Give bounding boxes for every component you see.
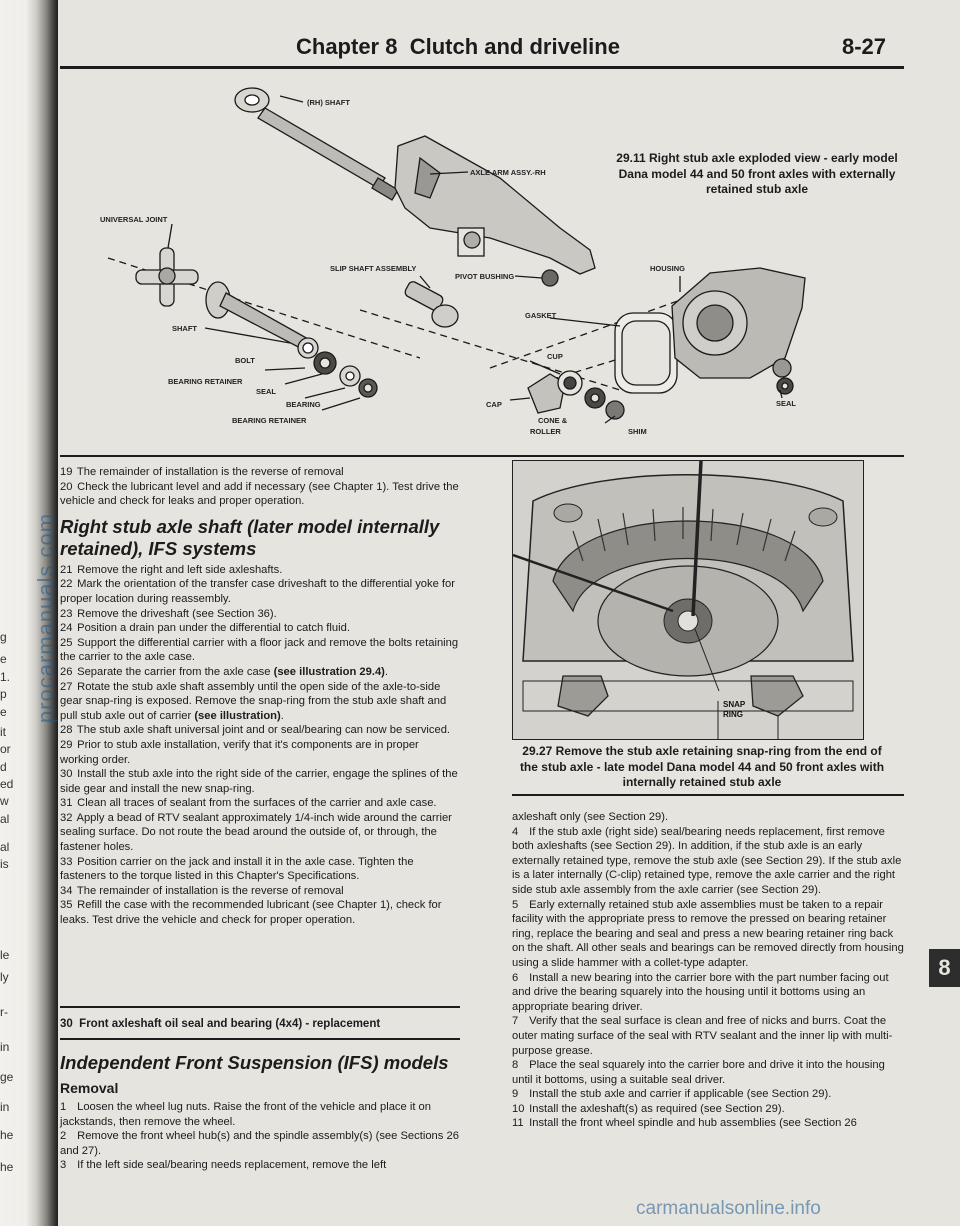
heading-removal: Removal bbox=[60, 1080, 119, 1096]
removal-step-1 bbox=[60, 1100, 460, 1129]
label-shaft: SHAFT bbox=[172, 324, 197, 333]
step-text: Support the differential carrier with a floor jack and remove the bolts retaining the carrier to the axle case. bbox=[60, 636, 459, 664]
caption-29-11: 29.11 Right stub axle exploded view - early model Dana model 44 and 50 front axles with externally retained stub axle bbox=[616, 151, 898, 197]
step-text: Loosen the wheel lug nuts. Raise the front of the vehicle and place it on jackstands, then remove the wheel. bbox=[60, 1101, 431, 1128]
heading-ifs-models: Independent Front Suspension (IFS) models bbox=[60, 1052, 449, 1073]
label-universal-joint: UNIVERSAL JOINT bbox=[100, 215, 168, 224]
step-7 bbox=[512, 1014, 905, 1058]
step-number: 11 bbox=[512, 1117, 524, 1130]
spine-fragment: e bbox=[0, 705, 7, 719]
step-punctuation: . bbox=[280, 709, 284, 722]
label-bearing: BEARING bbox=[286, 400, 321, 409]
intro-paragraphs bbox=[60, 465, 460, 509]
step-text: Remove the driveshaft (see Section 36). bbox=[77, 607, 277, 620]
step-11 bbox=[512, 1116, 905, 1131]
section-heading-30: 30 Front axleshaft oil seal and bearing (4x4) - replacement bbox=[60, 1018, 381, 1030]
spine-fragment: he bbox=[0, 1128, 14, 1142]
caption-29-27: 29.27 Remove the stub axle retaining snap-ring from the end of the stub axle - late model Dana model 44 and 50 front axles with internally retained stub axle bbox=[519, 744, 885, 790]
step-number: 19 bbox=[60, 466, 73, 478]
step-text: Remove the right and left side axleshafts. bbox=[77, 563, 283, 576]
procedure-steps bbox=[60, 563, 460, 928]
label-cone-1: CONE & bbox=[538, 416, 568, 425]
step-35 bbox=[60, 898, 460, 927]
spine-fragment: or bbox=[0, 742, 11, 756]
page-number: 8-27 bbox=[842, 34, 887, 59]
right-column-rule bbox=[512, 794, 904, 796]
step-number: 33 bbox=[60, 855, 73, 868]
step-text: Position a drain pan under the differential to catch fluid. bbox=[77, 622, 350, 635]
chapter-title: Chapter 8 Clutch and driveline bbox=[296, 34, 620, 59]
left-column-lower bbox=[60, 1052, 460, 1173]
spine-fragment: ly bbox=[0, 970, 9, 984]
step-number: 24 bbox=[60, 622, 73, 635]
step-number: 28 bbox=[60, 724, 73, 737]
step-number: 20 bbox=[60, 480, 73, 493]
label-bolt: BOLT bbox=[235, 356, 255, 365]
spine-fragment: he bbox=[0, 1160, 14, 1174]
step-text: Refill the case with the recommended lubricant (see Chapter 1), check for leaks. Test drive the vehicle and check for proper operation. bbox=[60, 899, 442, 927]
step-number: 29 bbox=[60, 738, 73, 751]
step-punctuation: . bbox=[384, 665, 389, 678]
step-27 bbox=[60, 680, 460, 724]
step-31 bbox=[60, 796, 460, 811]
step-number: 9 bbox=[512, 1088, 519, 1101]
step-number: 1 bbox=[60, 1101, 67, 1113]
label-pivot-bushing: PIVOT BUSHING bbox=[455, 272, 515, 281]
spine-fragment: al bbox=[0, 812, 10, 826]
spine-fragment: r- bbox=[0, 1005, 8, 1019]
spine-fragment: p bbox=[0, 687, 7, 701]
step-text: If the left side seal/bearing needs replacement, remove the left bbox=[77, 1159, 387, 1172]
step-5 bbox=[512, 898, 905, 971]
spine-fragment: ge bbox=[0, 1070, 14, 1084]
spine-fragment: e bbox=[0, 652, 7, 666]
label-housing: HOUSING bbox=[650, 264, 686, 273]
axle-arm bbox=[395, 136, 595, 274]
label-rh-shaft: (RH) SHAFT bbox=[307, 98, 350, 107]
spine-fragment: le bbox=[0, 948, 10, 962]
step-text: Prior to stub axle installation, verify that it's components are in proper working order. bbox=[60, 738, 419, 766]
step-21 bbox=[60, 563, 460, 578]
step-number: 34 bbox=[60, 884, 73, 897]
watermark-left: procarmanuals.com bbox=[33, 512, 58, 724]
step-33 bbox=[60, 855, 460, 884]
step-text: Install the axleshaft(s) as required (see Section 29). bbox=[529, 1102, 785, 1115]
step-9 bbox=[512, 1087, 905, 1102]
heading-stub-axle-shaft: Right stub axle shaft (later model internally retained), IFS systems bbox=[60, 515, 440, 559]
section-rule-top bbox=[60, 1006, 460, 1008]
step-number: 22 bbox=[60, 578, 73, 591]
step-number: 5 bbox=[512, 898, 519, 911]
label-seal-2: SEAL bbox=[776, 399, 797, 408]
step-32 bbox=[60, 811, 460, 855]
step-text: Remove the front wheel hub(s) and the spindle assembly(s) (see Sections 26 and 27). bbox=[60, 1130, 459, 1157]
paragraph-19 bbox=[60, 465, 460, 480]
step-number: 31 bbox=[60, 797, 73, 810]
exploded-view-illustration bbox=[60, 78, 904, 448]
step-24 bbox=[60, 621, 460, 636]
step-text: The remainder of installation is the reverse of removal bbox=[76, 884, 344, 897]
step-number: 32 bbox=[60, 811, 73, 824]
step-text: Separate the carrier from the axle case bbox=[77, 665, 271, 678]
right-column-steps bbox=[512, 825, 905, 1131]
step-text: Apply a bead of RTV sealant approximately 1/4-inch wide around the carrier sealing surface. Do not route the bead around the outside of, or through, the fastener holes. bbox=[60, 811, 452, 854]
label-shim: SHIM bbox=[628, 427, 647, 436]
spine-fragment: w bbox=[0, 794, 9, 808]
step-text: Mark the orientation of the transfer case driveshaft to the differential yoke for proper location during reassembly. bbox=[60, 578, 455, 605]
step-29 bbox=[60, 738, 460, 767]
spine-fragment: it bbox=[0, 725, 6, 739]
step-text: Verify that the seal surface is clean and free of nicks and burrs. Coat the outer mating surface of the seal with RTV sealant and the inner lip with multi-purpose grease. bbox=[512, 1015, 893, 1057]
step-number: 4 bbox=[512, 825, 519, 838]
step-text: If the stub axle (right side) seal/bearing needs replacement, first remove both axleshafts (see Section 29). In addition, if the stub axle is an early externally retained type, remove the stub axle (see Section 29). If the stub axle is a later internally (C-clip) retained type, remove the axle carrier and the right side stub axle assembly from the axle carrier (see Section 29). bbox=[512, 825, 902, 896]
spine-fragment: ed bbox=[0, 777, 14, 791]
step-number: 3 bbox=[60, 1159, 67, 1172]
step-number: 2 bbox=[60, 1130, 67, 1143]
step-number: 8 bbox=[512, 1059, 519, 1072]
section-rule-bottom bbox=[60, 1038, 460, 1040]
label-seal-1: SEAL bbox=[256, 387, 277, 396]
label-bearing-retainer-2: BEARING RETAINER bbox=[232, 416, 307, 425]
step-number: 10 bbox=[512, 1102, 525, 1115]
step-text: Install the stub axle and carrier if applicable (see Section 29). bbox=[529, 1088, 832, 1101]
step-text: Place the seal squarely into the carrier bore and drive it into the housing until it bottoms, using a suitable seal driver. bbox=[512, 1059, 885, 1086]
label-cup: CUP bbox=[547, 352, 563, 361]
illustration-reference: (see illustration) bbox=[194, 709, 281, 722]
spine-fragment: in bbox=[0, 1100, 10, 1114]
step-number: 6 bbox=[512, 971, 519, 984]
differential-photo-figure bbox=[512, 460, 864, 740]
paragraph-20 bbox=[60, 480, 460, 509]
step-text: Install the front wheel spindle and hub assemblies (see Section 26 bbox=[529, 1117, 857, 1130]
label-snap: SNAP bbox=[723, 700, 746, 709]
label-ring: RING bbox=[723, 710, 743, 719]
step-23 bbox=[60, 607, 460, 622]
differential-illustration bbox=[513, 461, 863, 739]
step-text: Clean all traces of sealant from the surfaces of the carrier and axle case. bbox=[77, 797, 437, 810]
step-number: 26 bbox=[60, 665, 73, 678]
watermark-bottom: carmanualsonline.info bbox=[636, 1198, 821, 1219]
illustration-reference: (see illustration 29.4) bbox=[273, 665, 385, 678]
removal-steps bbox=[60, 1100, 460, 1173]
step-number: 21 bbox=[60, 563, 73, 576]
step-number: 27 bbox=[60, 680, 73, 693]
label-cap: CAP bbox=[486, 400, 502, 409]
right-column-lead: axleshaft only (see Section 29). bbox=[512, 811, 669, 823]
step-text: Check the lubricant level and add if necessary (see Chapter 1). Test drive the vehicle and check for leaks and proper operation. bbox=[60, 480, 459, 508]
step-25 bbox=[60, 636, 460, 665]
removal-step-2 bbox=[60, 1129, 460, 1158]
step-text: The remainder of installation is the reverse of removal bbox=[76, 466, 344, 478]
step-4 bbox=[512, 825, 905, 898]
header-rule bbox=[60, 66, 904, 69]
spine-fragment: is bbox=[0, 857, 9, 871]
exploded-view-figure bbox=[60, 78, 904, 448]
step-6 bbox=[512, 971, 905, 1015]
step-10 bbox=[512, 1102, 905, 1117]
step-text: The stub axle shaft universal joint and or seal/bearing can now be serviced. bbox=[76, 724, 451, 737]
step-number: 7 bbox=[512, 1015, 519, 1028]
spine-fragment: d bbox=[0, 760, 7, 774]
step-22 bbox=[60, 577, 460, 606]
spine-fragment: 1. bbox=[0, 670, 11, 684]
spine-fragment: in bbox=[0, 1040, 10, 1054]
step-number: 30 bbox=[60, 768, 73, 781]
step-text: Install a new bearing into the carrier bore with the part number facing out and drive the bearing squarely into the housing until it bottoms using an appropriate bearing driver. bbox=[512, 971, 889, 1013]
step-text: Position carrier on the jack and install it in the axle case. Tighten the fasteners to the torque listed in this Chapter's Specifications. bbox=[60, 855, 414, 883]
right-column bbox=[512, 810, 905, 1131]
step-text: Install the stub axle into the right side of the carrier, engage the splines of the side gear and install the new snap-ring. bbox=[60, 768, 458, 795]
spine-fragment: g bbox=[0, 630, 7, 644]
rh-shaft bbox=[258, 108, 385, 188]
left-column bbox=[60, 465, 460, 928]
label-bearing-retainer-1: BEARING RETAINER bbox=[168, 377, 243, 386]
chapter-tab: 8 bbox=[929, 949, 960, 987]
step-26 bbox=[60, 665, 460, 680]
label-axle-arm: AXLE ARM ASSY.-RH bbox=[470, 168, 546, 177]
step-30 bbox=[60, 767, 460, 796]
label-gasket: GASKET bbox=[525, 311, 557, 320]
step-number: 35 bbox=[60, 899, 73, 912]
label-cone-2: ROLLER bbox=[530, 427, 561, 436]
spine-fragment: al bbox=[0, 840, 10, 854]
step-28 bbox=[60, 723, 460, 738]
step-number: 23 bbox=[60, 607, 73, 620]
step-text: Early externally retained stub axle assemblies must be taken to a repair facility with the appropriate press to remove the pressed on bearing retainer ring, replace the bearing and seal and press a new bearing retainer ring back on the shaft. All other seals and bearings can be removed directly from housing using a slide hammer with a collet-type adapter. bbox=[512, 898, 904, 969]
label-slip-shaft: SLIP SHAFT ASSEMBLY bbox=[330, 264, 417, 273]
step-text: Rotate the stub axle shaft assembly until the open side of the axle-to-side gear snap-ring is exposed. Remove the snap-ring from the stub axle shaft and pull stub axle out of carrier bbox=[60, 680, 447, 722]
step-34 bbox=[60, 884, 460, 899]
step-8 bbox=[512, 1058, 905, 1087]
removal-step-3 bbox=[60, 1158, 460, 1173]
figure-divider bbox=[60, 455, 904, 457]
step-number: 25 bbox=[60, 636, 73, 649]
